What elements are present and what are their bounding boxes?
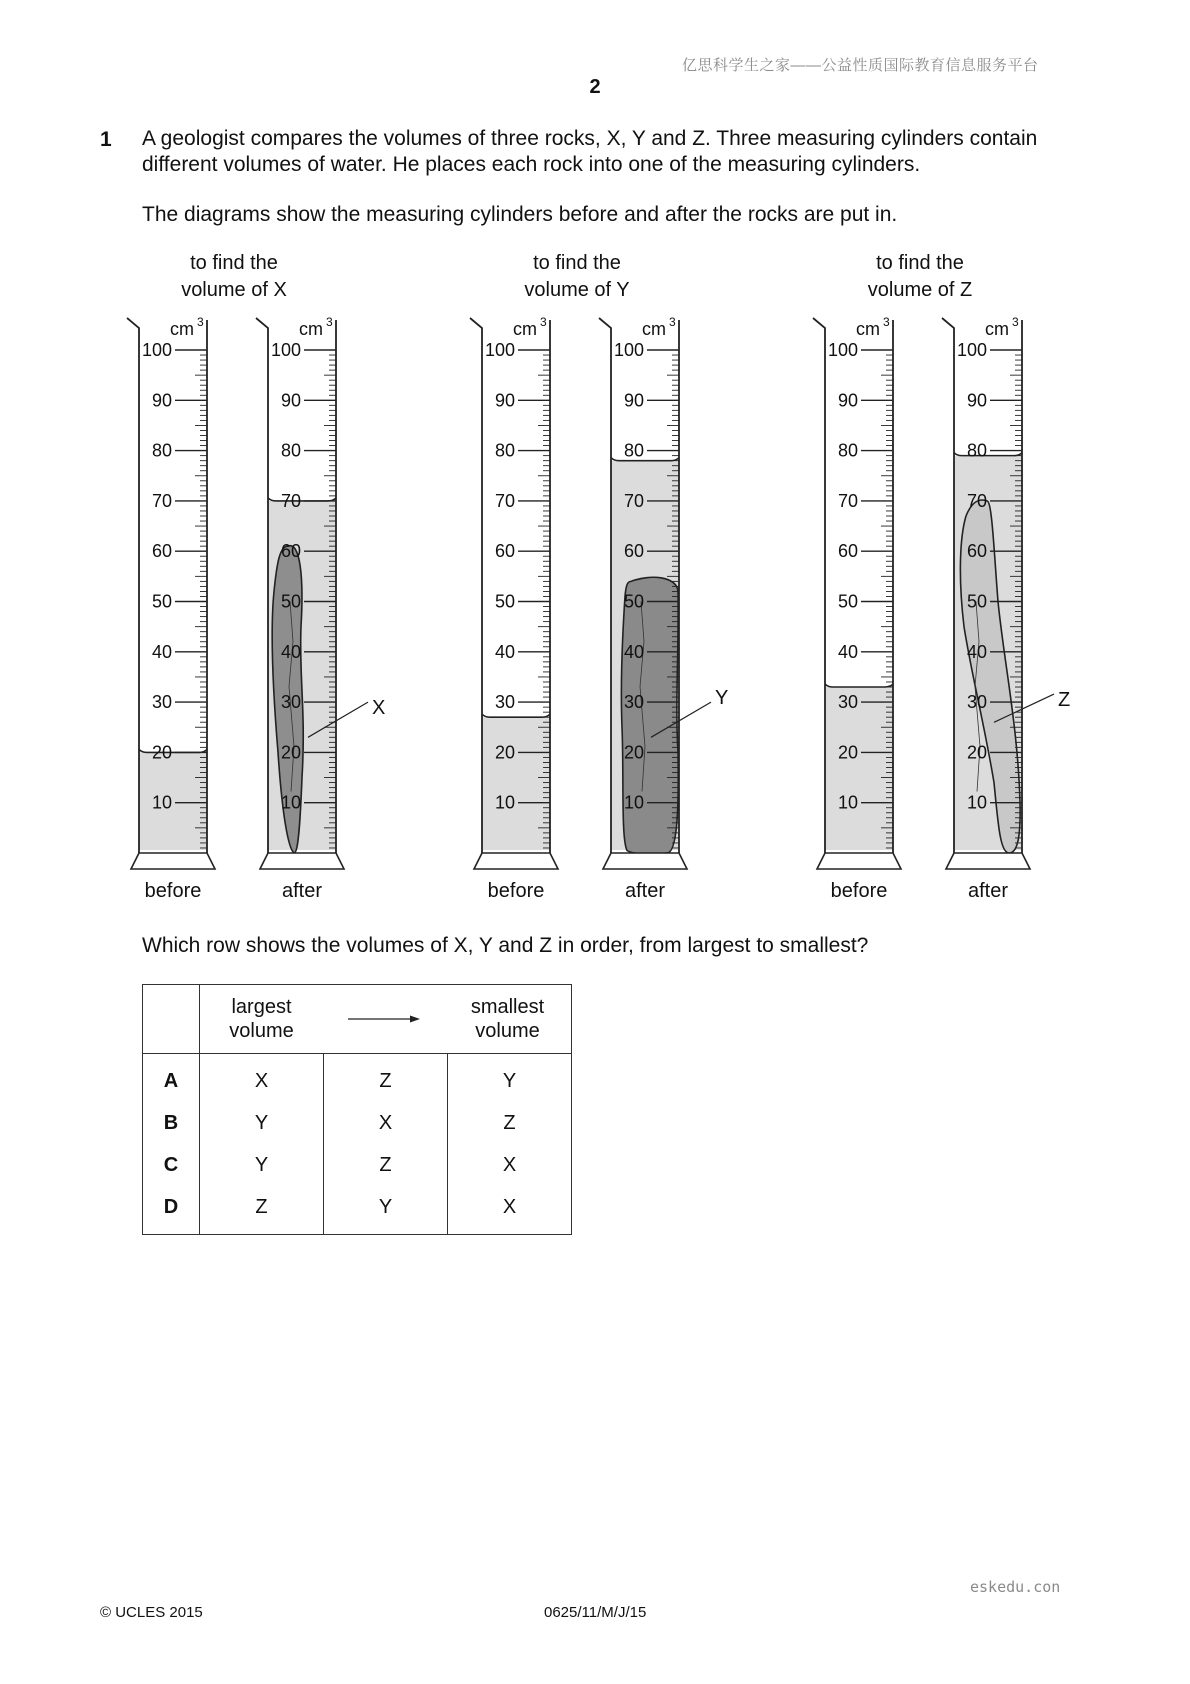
unit-exponent: 3 <box>669 315 676 329</box>
scale-label: 100 <box>827 340 858 360</box>
scale-label: 40 <box>623 641 644 662</box>
scale-label: 10 <box>280 792 301 813</box>
scale-label: 60 <box>151 541 172 562</box>
scale-label: 10 <box>966 792 987 813</box>
scale-label: 80 <box>837 440 858 461</box>
row-cell: Z <box>324 1144 448 1186</box>
scale-label: 80 <box>151 440 172 461</box>
scale-label: 30 <box>280 692 301 713</box>
rock-label-z: Z <box>1058 689 1071 712</box>
unit-label: cm <box>642 319 666 339</box>
unit-exponent: 3 <box>540 315 547 329</box>
row-letter: B <box>143 1102 200 1144</box>
scale-label: 10 <box>151 792 172 813</box>
table-header-blank <box>143 985 200 1054</box>
row-letter: C <box>143 1144 200 1186</box>
row-cell: Z <box>448 1102 572 1144</box>
scale-label: 50 <box>623 591 644 612</box>
measuring-cylinder-before-y <box>470 315 558 869</box>
header-watermark: 亿思科学生之家——公益性质国际教育信息服务平台 <box>682 57 1039 74</box>
footer-paper-code: 0625/11/M/J/15 <box>544 1604 647 1621</box>
scale-label: 70 <box>280 490 301 511</box>
unit-label: cm <box>299 319 323 339</box>
row-cell: Y <box>448 1054 572 1103</box>
scale-label: 20 <box>494 742 515 763</box>
question-stem-line-2: different volumes of water. He places each rock into one of the measuring cylinders. <box>142 153 921 176</box>
scale-label: 30 <box>837 692 858 713</box>
scale-label: 100 <box>613 340 644 360</box>
unit-exponent: 3 <box>883 315 890 329</box>
question-number: 1 <box>100 128 112 151</box>
cylinder-base <box>603 853 687 869</box>
unit-label: cm <box>985 319 1009 339</box>
scale-label: 60 <box>280 541 301 562</box>
measuring-cylinder-after-z <box>942 315 1030 869</box>
scale-label: 50 <box>280 591 301 612</box>
meniscus-before-z <box>825 684 893 687</box>
scale-label: 80 <box>494 440 515 461</box>
scale-label: 20 <box>151 742 172 763</box>
scale-label: 90 <box>151 390 172 411</box>
table-row <box>143 1054 572 1103</box>
scale-label: 90 <box>966 390 987 411</box>
footer-copyright: © UCLES 2015 <box>100 1604 203 1621</box>
unit-exponent: 3 <box>197 315 204 329</box>
label-before-z: before <box>830 880 888 902</box>
scale-label: 50 <box>966 591 987 612</box>
cylinder-base <box>817 853 901 869</box>
meniscus-after-z <box>954 453 1022 456</box>
scale-label: 70 <box>837 490 858 511</box>
label-before-x: before <box>144 880 202 902</box>
scale-label: 90 <box>494 390 515 411</box>
scale-label: 70 <box>623 490 644 511</box>
cylinder-left-wall <box>256 318 268 853</box>
question-prompt: Which row shows the volumes of X, Y and Z in order, from largest to smallest? <box>142 934 869 957</box>
scale-label: 60 <box>966 541 987 562</box>
scale-label: 40 <box>151 641 172 662</box>
scale-label: 30 <box>151 692 172 713</box>
table-row <box>143 1144 572 1186</box>
scale-label: 10 <box>494 792 515 813</box>
header-largest: largest volume <box>229 996 294 1042</box>
measuring-cylinder-after-x <box>256 315 344 869</box>
scale-label: 20 <box>837 742 858 763</box>
water-before-y <box>482 717 550 850</box>
unit-exponent: 3 <box>326 315 333 329</box>
meniscus-before-y <box>482 714 550 717</box>
row-cell: X <box>448 1144 572 1186</box>
cylinder-left-wall <box>942 318 954 853</box>
unit-exponent: 3 <box>1012 315 1019 329</box>
scale-label: 30 <box>494 692 515 713</box>
row-cell: X <box>324 1102 448 1144</box>
row-cell: Y <box>324 1186 448 1235</box>
caption-group-x: to find the volume of X <box>181 252 287 301</box>
cylinder-base <box>131 853 215 869</box>
scale-label: 50 <box>151 591 172 612</box>
header-smallest: smallest volume <box>470 996 545 1042</box>
scale-label: 40 <box>280 641 301 662</box>
scale-label: 70 <box>151 490 172 511</box>
row-cell: Y <box>200 1102 324 1144</box>
scale-label: 10 <box>837 792 858 813</box>
row-cell: Z <box>324 1054 448 1103</box>
cylinder-left-wall <box>599 318 611 853</box>
label-after-z: after <box>967 880 1009 902</box>
scale-label: 40 <box>837 641 858 662</box>
row-letter: D <box>143 1186 200 1235</box>
question-stem-line-1: A geologist compares the volumes of three rocks, X, Y and Z. Three measuring cylinders contain <box>142 127 1038 150</box>
unit-label: cm <box>170 319 194 339</box>
table-row <box>143 1102 572 1144</box>
scale-label: 30 <box>966 692 987 713</box>
scale-label: 30 <box>623 692 644 713</box>
scale-label: 80 <box>280 440 301 461</box>
scale-label: 20 <box>280 742 301 763</box>
row-cell: X <box>448 1186 572 1235</box>
caption-group-z: to find the volume of Z <box>867 252 973 301</box>
scale-label: 90 <box>623 390 644 411</box>
scale-label: 100 <box>956 340 987 360</box>
cylinder-left-wall <box>813 318 825 853</box>
cylinder-base <box>260 853 344 869</box>
cylinder-base <box>946 853 1030 869</box>
rock-label-x: X <box>372 697 386 720</box>
row-letter: A <box>143 1054 200 1103</box>
unit-label: cm <box>513 319 537 339</box>
scale-label: 50 <box>494 591 515 612</box>
water-before-x <box>139 752 207 850</box>
scale-label: 80 <box>623 440 644 461</box>
scale-label: 40 <box>966 641 987 662</box>
row-cell: Z <box>200 1186 324 1235</box>
question-stem-line-3: The diagrams show the measuring cylinders before and after the rocks are put in. <box>142 203 898 226</box>
page-number: 2 <box>589 76 601 98</box>
scale-label: 10 <box>623 792 644 813</box>
meniscus-after-y <box>611 458 679 461</box>
scale-label: 60 <box>837 541 858 562</box>
table-header <box>200 985 572 1054</box>
cylinder-base <box>474 853 558 869</box>
cylinder-left-wall <box>470 318 482 853</box>
water-before-z <box>825 687 893 850</box>
scale-label: 100 <box>270 340 301 360</box>
cylinder-left-wall <box>127 318 139 853</box>
scale-label: 40 <box>494 641 515 662</box>
scale-label: 70 <box>494 490 515 511</box>
measuring-cylinder-after-y <box>599 315 687 869</box>
scale-label: 90 <box>837 390 858 411</box>
scale-label: 100 <box>141 340 172 360</box>
row-cell: X <box>200 1054 324 1103</box>
scale-label: 70 <box>966 490 987 511</box>
footer-site-watermark: eskedu.con <box>970 1578 1061 1596</box>
scale-label: 60 <box>494 541 515 562</box>
scale-label: 20 <box>966 742 987 763</box>
label-after-y: after <box>624 880 666 902</box>
rock-label-y: Y <box>715 687 729 710</box>
measuring-cylinder-before-x <box>127 315 215 869</box>
arrow-right-icon <box>346 1013 422 1025</box>
measuring-cylinder-before-z <box>813 315 901 869</box>
answer-table <box>142 984 572 1235</box>
table-row <box>143 1186 572 1235</box>
unit-label: cm <box>856 319 880 339</box>
label-after-x: after <box>281 880 323 902</box>
scale-label: 90 <box>280 390 301 411</box>
scale-label: 20 <box>623 742 644 763</box>
caption-group-y: to find the volume of Y <box>524 252 630 301</box>
scale-label: 50 <box>837 591 858 612</box>
row-cell: Y <box>200 1144 324 1186</box>
scale-label: 100 <box>484 340 515 360</box>
label-before-y: before <box>487 880 545 902</box>
scale-label: 80 <box>966 440 987 461</box>
scale-label: 60 <box>623 541 644 562</box>
